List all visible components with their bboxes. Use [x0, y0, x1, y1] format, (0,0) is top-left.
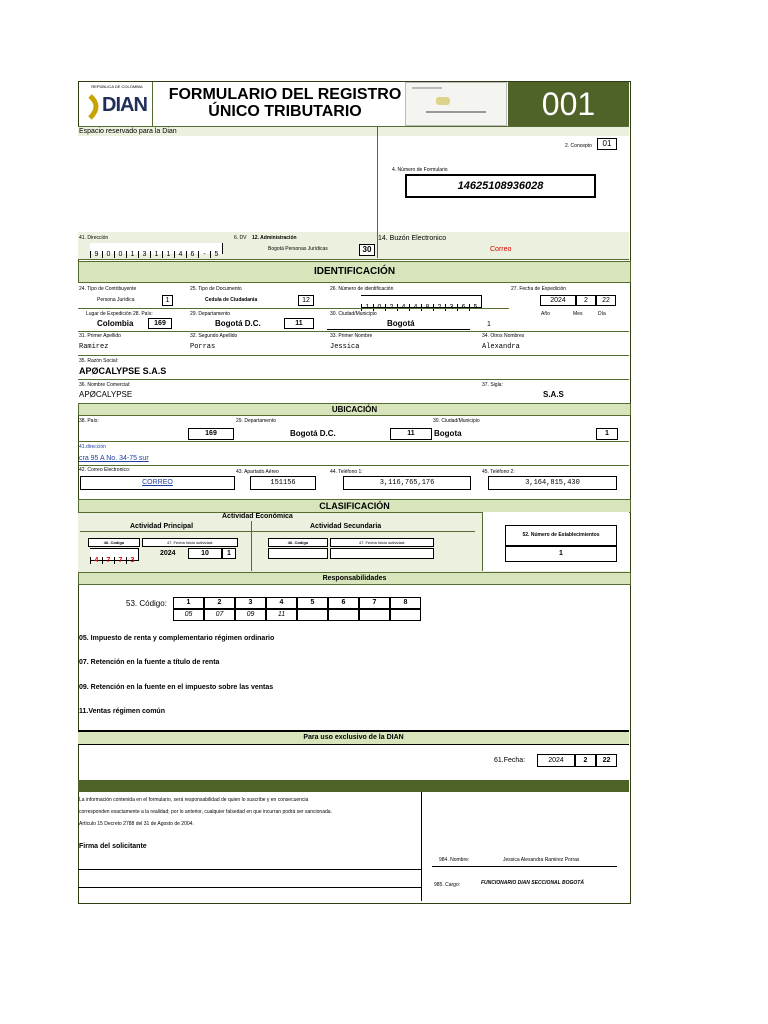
depto-code[interactable]: 11 — [284, 318, 314, 329]
resp-col-value[interactable]: 05 — [173, 609, 204, 621]
tipo-doc-value: Cedula de Ciudadania — [205, 297, 258, 303]
dv-label: 6. DV — [234, 235, 247, 241]
establecimientos-value[interactable]: 1 — [505, 546, 617, 562]
row-divider — [78, 308, 509, 309]
firma-line — [78, 887, 421, 888]
resp-col-header: 5 — [297, 597, 328, 609]
ub-ciudad-label: 30. Ciudad/Municipio — [433, 418, 480, 424]
actividad-title: Actividad Económica — [222, 513, 293, 520]
tel2-value[interactable]: 3,164,815,430 — [488, 476, 617, 490]
pais-value: Colombia — [97, 319, 134, 328]
dia-label: Día — [598, 311, 606, 317]
direccion-label: 41. Dirección — [79, 235, 109, 241]
row-divider — [78, 331, 629, 332]
admin-label: 12. Administración — [252, 235, 297, 241]
identificacion-header — [78, 261, 631, 283]
apartado-label: 43. Apartado Aéreo — [236, 469, 279, 475]
footer-line-1: La información contenida en el formulario, será responsabilidad de quien lo suscribe y en consecuencia — [79, 797, 309, 803]
header-divider — [152, 82, 153, 126]
buzon-value[interactable]: Correo — [490, 246, 512, 253]
secundaria-title: Actividad Secundaria — [310, 523, 382, 530]
ub-depto-label: 29. Departamento — [236, 418, 277, 424]
tipo-doc-label: 25. Tipo de Documento — [190, 286, 242, 292]
clasificacion-title: CLASIFICACIÓN — [319, 501, 390, 511]
inicio-year: 2024 — [160, 550, 176, 557]
num-id-digits — [361, 295, 482, 311]
pais-code[interactable]: 169 — [148, 318, 172, 329]
ubicacion-title: UBICACIÓN — [331, 405, 378, 414]
depto-label: 29. Departamento — [190, 311, 231, 317]
nit-digit: 1 — [150, 251, 162, 258]
id-digit: 8 — [421, 304, 433, 311]
fecha-exp-year[interactable]: 2024 — [540, 295, 576, 306]
sigla-value: S.A.S — [543, 390, 564, 399]
resp-codigo-label: 53. Código: — [126, 599, 167, 608]
nit-digit: 4 — [174, 251, 186, 258]
ap1-value: Ramirez — [79, 343, 109, 351]
resp-col-header: 8 — [390, 597, 421, 609]
mes-label: Mes — [573, 311, 583, 317]
nit-digit: 1 — [162, 251, 174, 258]
otros-value: Alexandra — [482, 343, 520, 351]
principal-codigo-digits — [90, 548, 139, 564]
sec-fecha-input[interactable] — [330, 548, 434, 559]
nit-digit: 1 — [126, 251, 138, 258]
barcode-image — [405, 82, 507, 126]
nombre-value: Jessica Alexandra Ramirez Porras — [503, 857, 580, 863]
resp-col-header: 7 — [359, 597, 390, 609]
ciudad-label: 30. Ciudad/Municipio — [330, 311, 377, 317]
title-line-1: FORMULARIO DEL REGISTRO — [168, 86, 402, 103]
ap1-label: 31. Primer Apellido — [79, 333, 121, 339]
codigo-digit: 7 — [102, 557, 114, 564]
ub-ciudad-value: Bogota — [434, 429, 462, 438]
row-divider — [78, 465, 629, 466]
dian-fecha-month[interactable]: 2 — [575, 754, 596, 767]
ap2-value: Porras — [190, 343, 216, 351]
nit-digit: 0 — [102, 251, 114, 258]
fecha-exp-label: 27. Fecha de Expedición — [511, 286, 567, 292]
comercial-label: 36. Nombre Comercial: — [79, 382, 131, 388]
nit-digit: 6 — [186, 251, 198, 258]
footer-line-3: Artículo 15 Decreto 2788 del 31 de Agosto de 2004. — [79, 821, 194, 827]
admin-value: Bogotá Personas Jurídicas — [268, 246, 328, 252]
razon-value: APØCALYPSE S.A.S — [79, 366, 167, 376]
nit-digit: 3 — [138, 251, 150, 258]
nit-digit: 9 — [90, 251, 102, 258]
tipo-contrib-code[interactable]: 1 — [162, 295, 173, 306]
resp-col-value[interactable] — [297, 609, 328, 621]
resp-col-header: 4 — [266, 597, 297, 609]
resp-header — [78, 572, 631, 585]
ub-ciudad-code[interactable]: 1 — [596, 428, 618, 440]
title-line-2: ÚNICO TRIBUTARIO — [208, 103, 362, 120]
dian-fecha-year[interactable]: 2024 — [537, 754, 575, 767]
dian-fecha-day[interactable]: 22 — [596, 754, 617, 767]
firma-label: Firma del solicitante — [79, 843, 147, 850]
id-digit: 5 — [469, 304, 481, 311]
reserved-white — [78, 136, 377, 232]
footer-line-2: corresponden exactamente a la realidad; por lo anterior, cualquier falsedad en que incurran podrá ser sancionada. — [79, 809, 332, 815]
tel1-value[interactable]: 3,116,765,176 — [343, 476, 471, 490]
footer-divider — [421, 792, 422, 901]
resp-col-value[interactable] — [390, 609, 421, 621]
resp-item: 09. Retención en la fuente en el impuesto sobre las ventas — [79, 684, 274, 691]
id-digit: 2 — [385, 304, 397, 311]
cargo-value: FUNCIONARIO DIAN SECCIONAL BOGOTÁ — [481, 880, 584, 886]
tipo-contrib-value: Persona Jurídica — [97, 297, 135, 303]
resp-col-value[interactable]: 07 — [204, 609, 235, 621]
resp-item: 05. Impuesto de renta y complementario régimen ordinario — [79, 635, 275, 642]
identificacion-title: IDENTIFICACIÓN — [313, 266, 396, 277]
resp-title: Responsabilidades — [322, 575, 387, 582]
form-number: 001 — [508, 82, 629, 126]
inicio-day[interactable]: 1 — [222, 548, 236, 559]
form-num-label: 4. Número de Formulario — [392, 167, 448, 173]
form-num-value[interactable]: 14625108936028 — [405, 174, 596, 198]
dian-logo — [84, 84, 150, 124]
resp-col-header: 6 — [328, 597, 359, 609]
nombre-line — [432, 866, 617, 867]
dian-header — [78, 730, 629, 745]
resp-col-value[interactable]: 09 — [235, 609, 266, 621]
lugar-label: Lugar de Expedición 28. País: — [86, 311, 153, 317]
correo-value[interactable]: CORREO — [80, 476, 235, 490]
establecimientos-label: 52. Número de Establecimientos — [505, 525, 617, 546]
codigo-digit: 7 — [114, 557, 126, 564]
ub-pais-label: 38. País: — [79, 418, 99, 424]
dian-fecha-label: 61.Fecha: — [494, 757, 526, 764]
ciudad-value: Bogotá — [387, 319, 415, 328]
row-divider — [78, 379, 629, 380]
sec-codigo-input[interactable] — [268, 548, 328, 559]
firma-line — [78, 869, 421, 870]
dian-title: Para uso exclusivo de la DIAN — [303, 734, 404, 741]
correo-label: 42. Correo Electronico: — [79, 467, 131, 473]
comercial-value: APØCALYPSE — [79, 390, 133, 399]
row-divider — [78, 441, 629, 442]
cargo-label: 985. Cargo: — [434, 882, 461, 888]
resp-grid — [173, 597, 421, 622]
row-divider — [78, 355, 629, 356]
id-digit: 3 — [445, 304, 457, 311]
principal-title: Actividad Principal — [130, 523, 194, 530]
nombre-label: 984. Nombre: — [439, 857, 470, 863]
fecha-exp-month[interactable]: 2 — [576, 295, 596, 306]
buzon-label: 14. Buzón Electronico — [378, 235, 447, 242]
resp-col-value[interactable] — [359, 609, 390, 621]
nit-digits — [90, 243, 223, 258]
admin-code[interactable]: 30 — [359, 244, 375, 256]
concept-label: 2. Concepto — [565, 143, 592, 149]
logo-country: REPÚBLICA DE COLOMBIA — [91, 84, 143, 89]
id-digit: 6 — [457, 304, 469, 311]
ap2-label: 32. Segundo Apellido — [190, 333, 238, 339]
resp-col-value[interactable] — [328, 609, 359, 621]
nit-digit: 5 — [210, 251, 222, 258]
resp-col-value[interactable]: 11 — [266, 609, 297, 621]
logo-text: DIAN — [102, 94, 147, 116]
inicio-month[interactable]: 10 — [188, 548, 222, 559]
tipo-contrib-label: 24. Tipo de Contribuyente — [79, 286, 137, 292]
depto-value: Bogotá D.C. — [215, 319, 261, 328]
ub-depto-value: Bogotá D.C. — [290, 429, 336, 438]
tel2-label: 45. Teléfono 2: — [482, 469, 515, 475]
actividad-divider — [80, 531, 475, 532]
sec-codigo-label: 46. Código — [268, 538, 328, 547]
resp-col-header: 3 — [235, 597, 266, 609]
tel1-label: 44. Teléfono 1: — [330, 469, 363, 475]
fecha-exp-day[interactable]: 22 — [596, 295, 616, 306]
nom1-label: 33. Primer Nombre — [330, 333, 373, 339]
resp-item: 07. Retención en la fuente a título de renta — [79, 659, 220, 666]
apartado-value[interactable]: 151156 — [250, 476, 316, 490]
nit-digit: - — [198, 251, 210, 258]
sec-fecha-label: 47. Fecha Inicio actividad: — [330, 538, 434, 547]
reserved-label: Espacio reservado para la Dian — [79, 128, 177, 135]
concept-value[interactable]: 01 — [597, 138, 617, 150]
ub-dir-label: 41.dirección — [79, 444, 106, 450]
dian-separator-band — [78, 780, 629, 792]
codigo-digit: 3 — [126, 557, 138, 564]
resp-col-header: 2 — [204, 597, 235, 609]
ano-label: Año — [541, 311, 550, 317]
resp-col-header: 1 — [173, 597, 204, 609]
clasificacion-header — [78, 499, 631, 513]
id-digit: 4 — [397, 304, 409, 311]
otros-label: 34. Otros Nombres — [482, 333, 525, 339]
num-id-label: 26. Número de identificación — [330, 286, 394, 292]
ciudad-code[interactable]: 1 — [487, 321, 491, 328]
razon-label: 35. Razón Social: — [79, 358, 119, 364]
nom1-value: Jessica — [330, 343, 360, 351]
id-digit: 0 — [373, 304, 385, 311]
ciudad-underline — [327, 329, 470, 330]
principal-fecha-label: 47. Fecha Inicio actividad: — [142, 538, 238, 547]
codigo-digit: 4 — [90, 557, 102, 564]
nit-digit: 0 — [114, 251, 126, 258]
form-title — [160, 86, 410, 120]
sigla-label: 37. Sigla: — [482, 382, 503, 388]
id-digit: 2 — [433, 304, 445, 311]
resp-item: 11.Ventas régimen común — [79, 708, 165, 715]
ubicacion-header — [78, 403, 631, 416]
ub-dir-value[interactable]: cra 95 A No. 34-75 sur — [79, 455, 149, 462]
ub-pais-code[interactable]: 169 — [188, 428, 234, 440]
principal-codigo-label: 46. Código — [88, 538, 140, 547]
id-digit: 1 — [361, 304, 373, 311]
tipo-doc-code[interactable]: 12 — [298, 295, 314, 306]
id-digit: 4 — [409, 304, 421, 311]
ub-depto-code[interactable]: 11 — [390, 428, 432, 440]
